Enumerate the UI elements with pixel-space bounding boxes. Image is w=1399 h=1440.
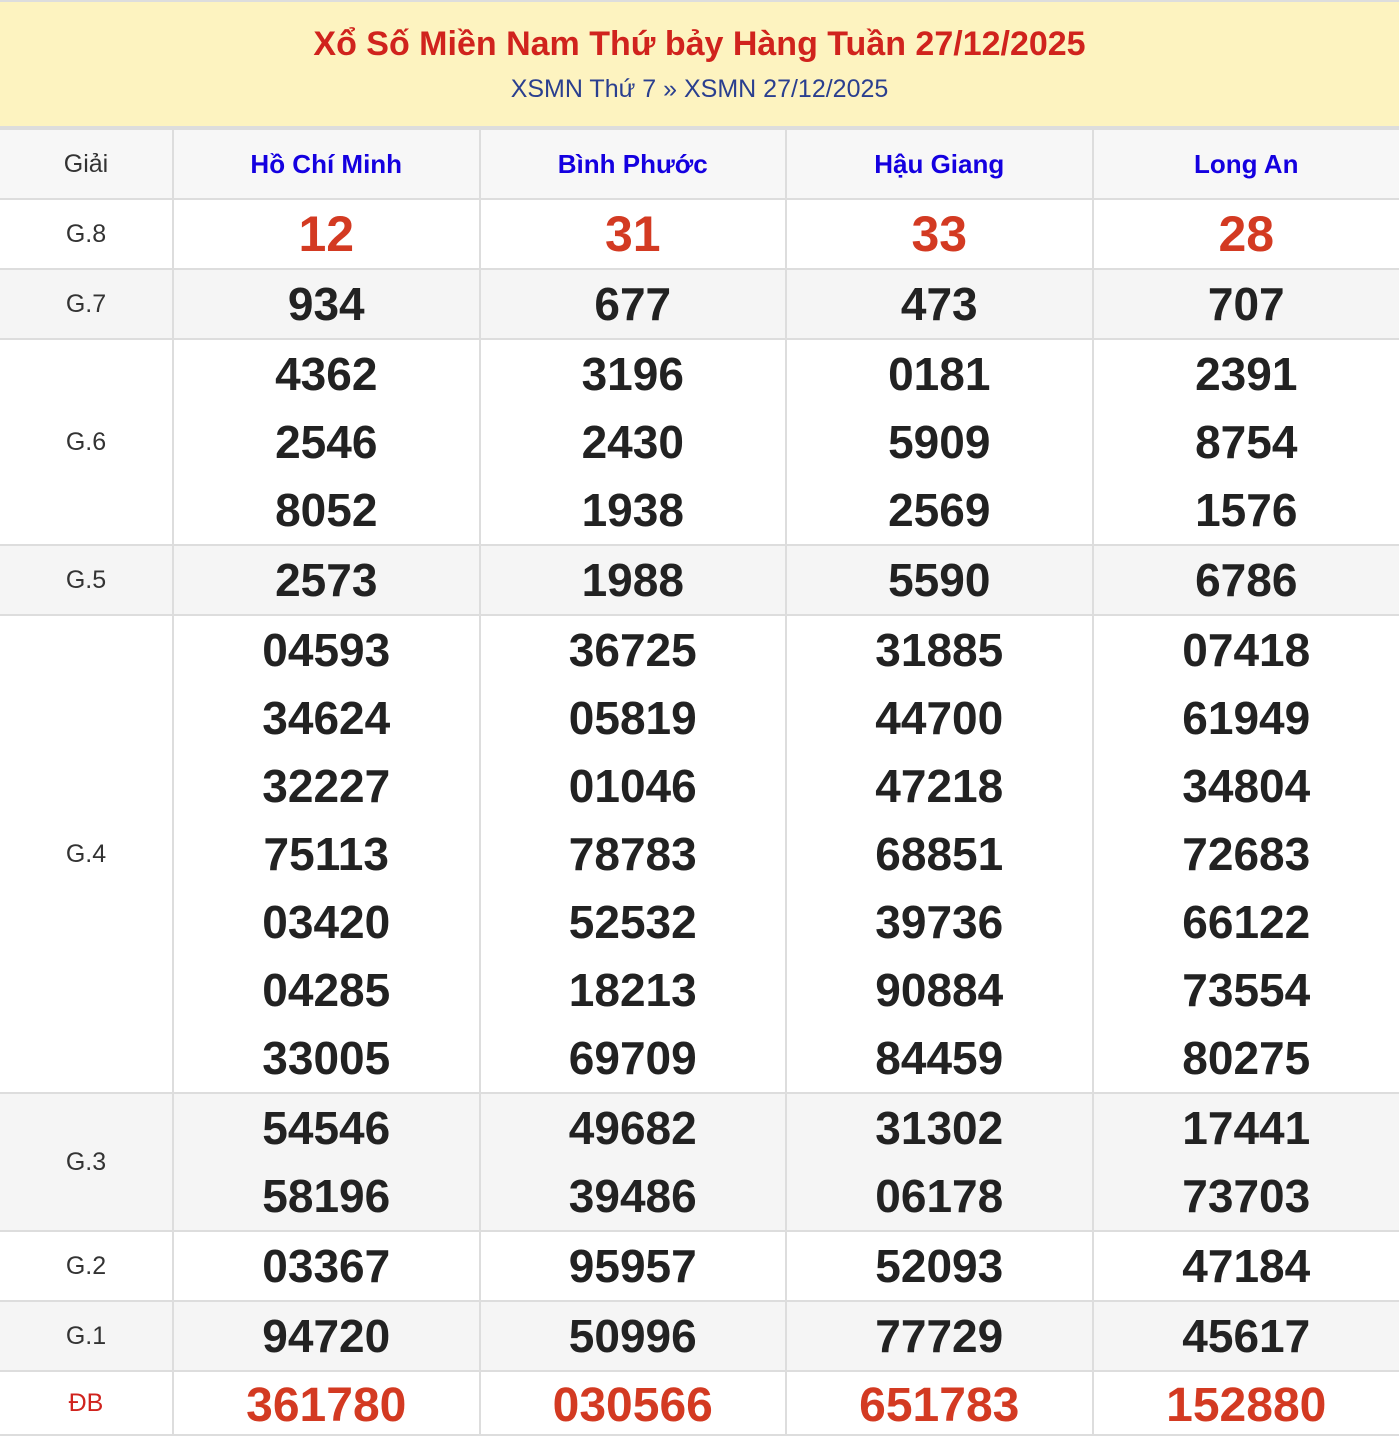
result-number: 66122 [1094, 888, 1399, 956]
result-cell [1093, 1371, 1399, 1435]
prize-label: G.7 [0, 269, 173, 339]
result-number: 90884 [787, 956, 1092, 1024]
result-number: 47184 [1094, 1232, 1399, 1300]
result-cell [786, 615, 1093, 1093]
result-number: 34804 [1094, 752, 1399, 820]
results-table [0, 128, 1399, 1436]
result-number: 2569 [787, 476, 1092, 544]
result-number: 934 [174, 270, 479, 338]
result-cell [1093, 269, 1399, 339]
table-header-row [0, 129, 1399, 199]
result-number: 52093 [787, 1232, 1092, 1300]
result-number: 49682 [481, 1094, 786, 1162]
breadcrumb-link-xsmn-date[interactable]: XSMN 27/12/2025 [684, 75, 888, 103]
breadcrumb-link-xsmn-thu-7[interactable]: XSMN Thứ 7 [511, 75, 656, 103]
result-number: 8754 [1094, 408, 1399, 476]
result-number: 80275 [1094, 1024, 1399, 1092]
result-number: 1988 [481, 546, 786, 614]
result-number: 36725 [481, 616, 786, 684]
result-cell [173, 1301, 480, 1371]
result-number: 61949 [1094, 684, 1399, 752]
result-cell [480, 615, 787, 1093]
prize-label: G.5 [0, 545, 173, 615]
prize-label: G.6 [0, 339, 173, 545]
result-number: 01046 [481, 752, 786, 820]
result-number: 75113 [174, 820, 479, 888]
result-cell [786, 1093, 1093, 1231]
prize-label: G.2 [0, 1231, 173, 1301]
prize-row [0, 1093, 1399, 1231]
result-cell [480, 1371, 787, 1435]
prize-label: G.1 [0, 1301, 173, 1371]
result-number: 52532 [481, 888, 786, 956]
result-number: 32227 [174, 752, 479, 820]
prize-row [0, 339, 1399, 545]
prize-column-header: Giải [0, 129, 173, 199]
result-cell [786, 1301, 1093, 1371]
result-number: 39736 [787, 888, 1092, 956]
result-number: 78783 [481, 820, 786, 888]
prize-label: ĐB [0, 1371, 173, 1435]
result-number: 0181 [787, 340, 1092, 408]
result-cell [173, 199, 480, 269]
result-number: 152880 [1094, 1372, 1399, 1434]
result-number: 28 [1094, 200, 1399, 268]
result-cell [1093, 199, 1399, 269]
result-cell [480, 545, 787, 615]
result-number: 05819 [481, 684, 786, 752]
result-cell [173, 615, 480, 1093]
result-number: 33 [787, 200, 1092, 268]
province-header[interactable]: Hậu Giang [786, 129, 1093, 199]
result-cell [1093, 1093, 1399, 1231]
prize-row [0, 199, 1399, 269]
result-cell [786, 1371, 1093, 1435]
prize-row [0, 615, 1399, 1093]
result-cell [173, 1231, 480, 1301]
result-number: 33005 [174, 1024, 479, 1092]
result-number: 54546 [174, 1094, 479, 1162]
result-number: 6786 [1094, 546, 1399, 614]
result-cell [786, 199, 1093, 269]
result-number: 47218 [787, 752, 1092, 820]
result-number: 2573 [174, 546, 479, 614]
result-number: 06178 [787, 1162, 1092, 1230]
breadcrumb-separator: » [663, 75, 677, 103]
prize-row [0, 1371, 1399, 1435]
result-number: 707 [1094, 270, 1399, 338]
result-number: 473 [787, 270, 1092, 338]
result-number: 2391 [1094, 340, 1399, 408]
result-number: 030566 [481, 1372, 786, 1434]
result-cell [480, 339, 787, 545]
result-number: 58196 [174, 1162, 479, 1230]
page-header [0, 0, 1399, 128]
result-number: 73703 [1094, 1162, 1399, 1230]
result-number: 1938 [481, 476, 786, 544]
result-number: 17441 [1094, 1094, 1399, 1162]
result-number: 68851 [787, 820, 1092, 888]
page-title: Xổ Số Miền Nam Thứ bảy Hàng Tuần 27/12/2025 [0, 2, 1399, 64]
result-number: 72683 [1094, 820, 1399, 888]
prize-label: G.3 [0, 1093, 173, 1231]
prize-label: G.4 [0, 615, 173, 1093]
result-number: 31 [481, 200, 786, 268]
result-number: 50996 [481, 1302, 786, 1370]
result-cell [173, 1371, 480, 1435]
result-number: 95957 [481, 1232, 786, 1300]
result-number: 1576 [1094, 476, 1399, 544]
result-number: 77729 [787, 1302, 1092, 1370]
result-cell [786, 269, 1093, 339]
result-cell [480, 1301, 787, 1371]
result-cell [480, 1093, 787, 1231]
result-number: 84459 [787, 1024, 1092, 1092]
breadcrumb [0, 74, 1399, 104]
result-cell [786, 339, 1093, 545]
result-cell [173, 545, 480, 615]
result-number: 03420 [174, 888, 479, 956]
result-number: 39486 [481, 1162, 786, 1230]
result-number: 361780 [174, 1372, 479, 1434]
result-number: 651783 [787, 1372, 1092, 1434]
result-number: 31302 [787, 1094, 1092, 1162]
result-number: 5909 [787, 408, 1092, 476]
result-cell [1093, 1301, 1399, 1371]
result-number: 4362 [174, 340, 479, 408]
result-number: 44700 [787, 684, 1092, 752]
result-number: 34624 [174, 684, 479, 752]
result-number: 3196 [481, 340, 786, 408]
result-number: 45617 [1094, 1302, 1399, 1370]
result-number: 2430 [481, 408, 786, 476]
result-cell [1093, 545, 1399, 615]
result-cell [1093, 615, 1399, 1093]
result-number: 18213 [481, 956, 786, 1024]
prize-row [0, 1301, 1399, 1371]
prize-row [0, 545, 1399, 615]
province-header[interactable]: Long An [1093, 129, 1399, 199]
result-cell [480, 1231, 787, 1301]
result-number: 69709 [481, 1024, 786, 1092]
province-header[interactable]: Hồ Chí Minh [173, 129, 480, 199]
prize-row [0, 269, 1399, 339]
result-number: 5590 [787, 546, 1092, 614]
result-number: 677 [481, 270, 786, 338]
result-number: 12 [174, 200, 479, 268]
result-number: 31885 [787, 616, 1092, 684]
result-number: 2546 [174, 408, 479, 476]
result-number: 04593 [174, 616, 479, 684]
prize-label: G.8 [0, 199, 173, 269]
result-number: 04285 [174, 956, 479, 1024]
result-cell [1093, 1231, 1399, 1301]
result-cell [1093, 339, 1399, 545]
result-cell [480, 199, 787, 269]
result-number: 03367 [174, 1232, 479, 1300]
result-cell [173, 269, 480, 339]
result-cell [786, 1231, 1093, 1301]
result-number: 07418 [1094, 616, 1399, 684]
result-cell [786, 545, 1093, 615]
result-number: 94720 [174, 1302, 479, 1370]
result-cell [173, 339, 480, 545]
prize-row [0, 1231, 1399, 1301]
result-cell [480, 269, 787, 339]
result-cell [173, 1093, 480, 1231]
result-number: 8052 [174, 476, 479, 544]
province-header[interactable]: Bình Phước [480, 129, 787, 199]
result-number: 73554 [1094, 956, 1399, 1024]
